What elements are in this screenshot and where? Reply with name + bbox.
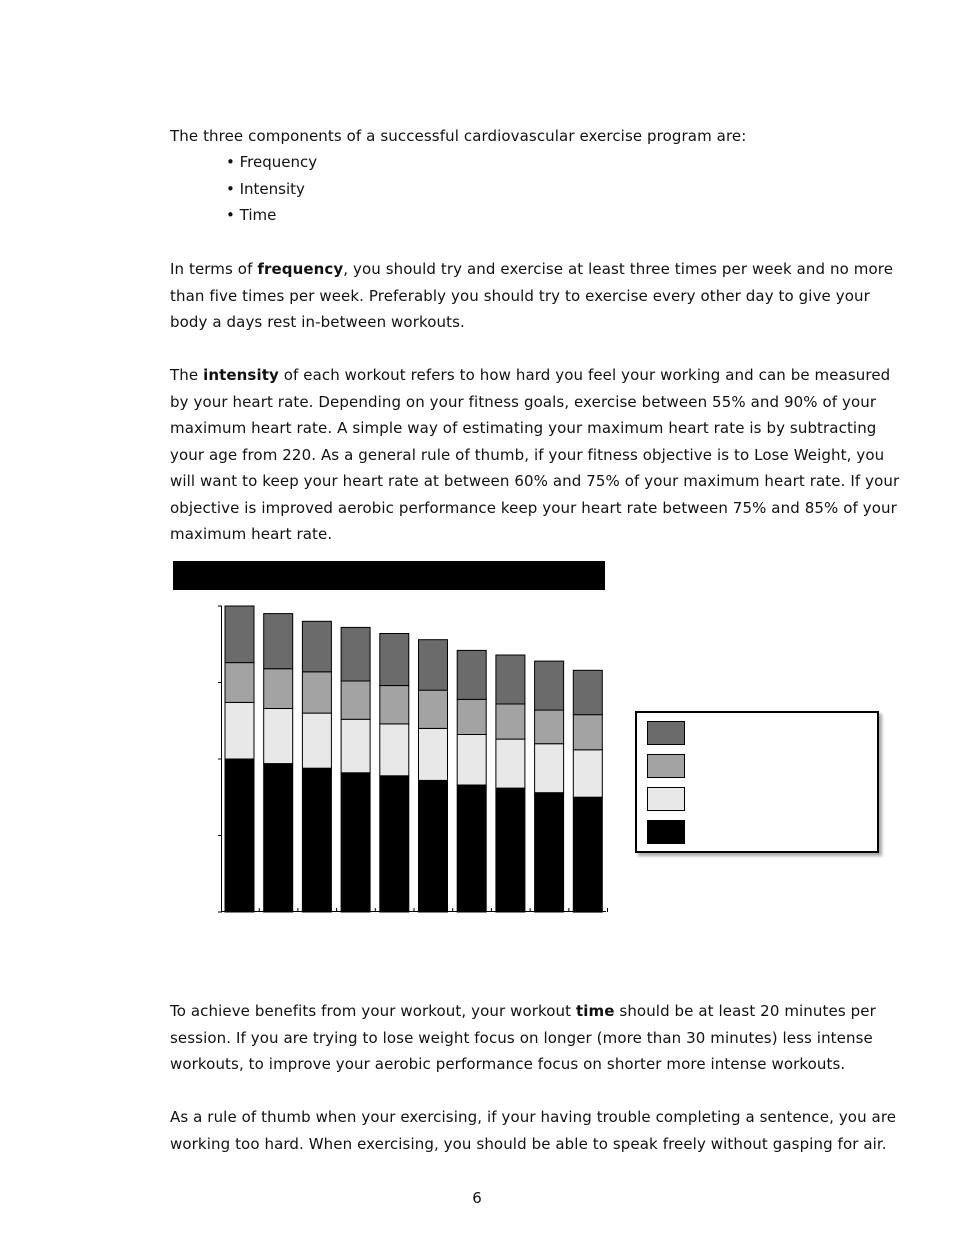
bar-segment [225, 702, 254, 759]
bar-segment [341, 773, 370, 912]
time-paragraph [170, 998, 905, 1078]
legend-swatch [647, 721, 685, 745]
bar-segment [225, 663, 254, 703]
list-item: • Intensity [226, 179, 305, 198]
legend-swatch [647, 787, 685, 811]
bar-segment [535, 744, 564, 793]
bar-segment [457, 650, 486, 699]
bar-segment [457, 699, 486, 734]
bar-segment [419, 640, 448, 691]
bar-segment [264, 709, 293, 764]
chart-legend [635, 711, 879, 853]
bar-segment [496, 739, 525, 788]
bar-segment [457, 785, 486, 912]
bar-segment [419, 690, 448, 728]
bar-segment [302, 621, 331, 672]
bar-segment [535, 661, 564, 710]
bar-segment [573, 750, 602, 797]
paragraph-text: In terms of [170, 260, 258, 278]
bar-segment [419, 780, 448, 912]
bar-segment [341, 627, 370, 681]
paragraph-text: The [170, 366, 204, 384]
bar-segment [264, 614, 293, 669]
paragraph-text: To achieve benefits from your workout, your workout [170, 1002, 577, 1020]
paragraph-text: of each workout refers to how hard you feel your working and can be measured by your heart rate. Depending on your fitness goals, exercise between 55% and 90% of your maximum heart rate. A simple way of estimating your maximum heart rate is by subtracting your age from 220. As a general rule of thumb, if your fitness objective is to Lose Weight, you will want to keep your heart rate at between 60% and 75% of your maximum heart rate. If your objective is improved aerobic performance keep your heart rate between 75% and 85% of your maximum heart rate. [170, 366, 900, 543]
rule-paragraph: As a rule of thumb when your exercising, if your having trouble completing a sentence, you are working too hard. When exercising, you should be able to speak freely without gasping for air. [170, 1108, 897, 1153]
paragraph-text: , you should try and exercise at least three times per week and no more than five times per week. Preferably you should try to exercise every other day to give your body a days rest in-between workouts. [170, 260, 894, 331]
bold-term: frequency [257, 260, 344, 278]
list-item: • Frequency [226, 153, 318, 171]
bar-segment [380, 776, 409, 912]
list-item: • Time [226, 206, 277, 224]
bar-segment [380, 724, 409, 776]
bar-segment [535, 710, 564, 744]
bar-segment [264, 764, 293, 912]
bar-segment [380, 634, 409, 686]
bar-segment [380, 686, 409, 724]
legend-swatch [647, 820, 685, 844]
bar-segment [496, 788, 525, 912]
legend-swatch [647, 754, 685, 778]
bar-segment [419, 728, 448, 780]
bar-segment [457, 735, 486, 786]
bar-segment [496, 655, 525, 704]
page-number: 6 [472, 1189, 482, 1207]
bold-term: intensity [203, 366, 279, 384]
bar-segment [302, 713, 331, 768]
bar-segment [573, 715, 602, 750]
paragraph-text: should be at least 20 minutes per session. If you are trying to lose weight focus on longer (more than 30 minutes) less intense workouts, to improve your aerobic performance focus on shorter more intense workouts. [170, 1002, 876, 1073]
bar-segment [573, 797, 602, 912]
bar-segment [225, 759, 254, 912]
bar-segment [496, 704, 525, 739]
bold-term: time [576, 1002, 615, 1020]
bar-segment [302, 768, 331, 912]
bar-segment [341, 681, 370, 719]
bar-segment [225, 606, 254, 663]
bar-segment [302, 672, 331, 713]
bar-segment [573, 670, 602, 714]
intro-text: The three components of a successful cardiovascular exercise program are: [170, 127, 747, 145]
bar-segment [264, 669, 293, 709]
bar-segment [535, 793, 564, 912]
bar-segment [341, 719, 370, 773]
